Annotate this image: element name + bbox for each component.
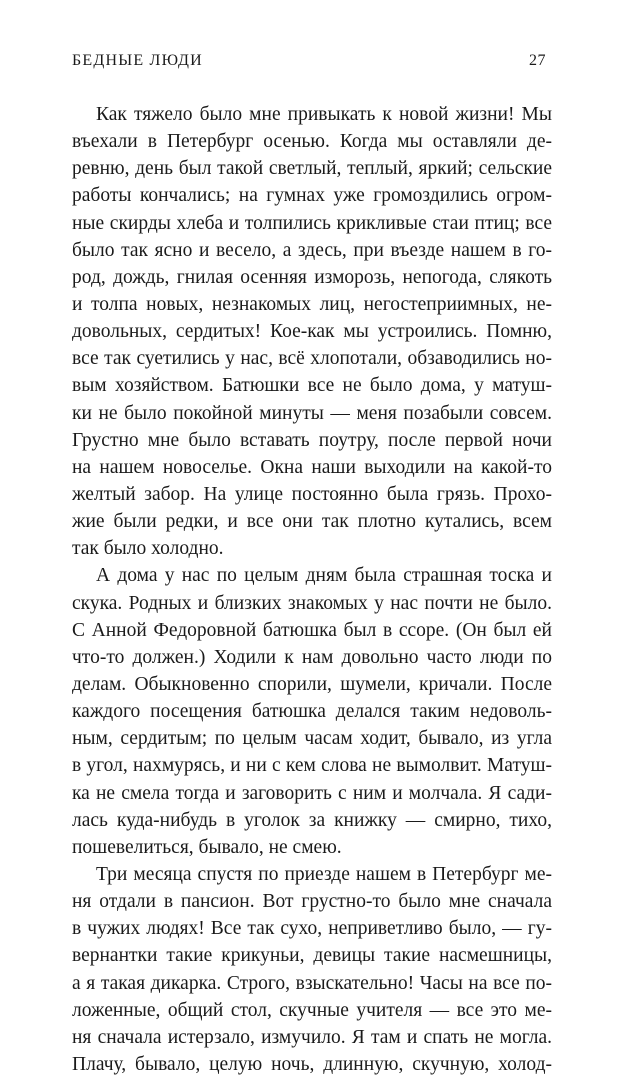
- text-line: ка не смела тогда и заговорить с ним и молчала. Я сади-: [72, 782, 552, 804]
- text-line: А дома у нас по целым дням была страшная тоска и: [96, 565, 552, 587]
- text-line: Как тяжело было мне привыкать к новой жизни! Мы: [96, 104, 552, 125]
- text-line: было так ясно и весело, а здесь, при въезде нашем в го-: [72, 239, 552, 261]
- text-line: работы кончались; на гумнах уже громоздились огром-: [72, 185, 552, 207]
- text-line: ня сначала истерзало, измучило. Я там и спать не могла.: [72, 1026, 552, 1048]
- text-line: ня отдали в пансион. Вот грустно-то было мне сначала: [72, 891, 552, 913]
- text-line: все так суетились у нас, всё хлопотали, обзаводились но-: [72, 348, 552, 370]
- text-line: на нашем новоселье. Окна наши выходили на какой-то: [72, 456, 552, 478]
- text-line: что-то должен.) Ходили к нам довольно часто люди по: [72, 646, 552, 668]
- text-line: жие были редки, и все они так плотно кутались, всем: [72, 511, 552, 533]
- text-line: и толпа новых, незнакомых лиц, негостеприимных, не-: [72, 293, 552, 315]
- running-title: БЕДНЫЕ ЛЮДИ: [72, 52, 203, 69]
- text-line: пошевелиться, бывало, не смею.: [72, 836, 342, 858]
- text-line: вернантки такие крикуньи, девицы такие насмешницы,: [72, 945, 552, 967]
- text-line: ложенные, общий стол, скучные учителя — все это ме-: [72, 999, 552, 1021]
- text-line: лась куда-нибудь в уголок за книжку — смирно, тихо,: [72, 809, 552, 831]
- text-line: в угол, нахмурясь, и ни с кем слова не вымолвит. Матуш-: [72, 755, 552, 777]
- running-header: [72, 52, 546, 76]
- text-line: Грустно мне было вставать поутру, после первой ночи: [72, 429, 552, 451]
- text-line: ные скирды хлеба и толпились крикливые стаи птиц; все: [72, 212, 552, 234]
- page-number: 27: [529, 52, 546, 69]
- text-line: желтый забор. На улице постоянно была грязь. Прохо-: [72, 483, 552, 505]
- text-line: Три месяца спустя по приезде нашем в Петербург ме-: [96, 863, 552, 885]
- text-line: ревню, день был такой светлый, теплый, яркий; сельские: [72, 158, 552, 180]
- text-line: а я такая дикарка. Строго, взыскательно! Часы на все по-: [72, 972, 552, 994]
- body-text: [72, 101, 552, 1078]
- text-line: въехали в Петербург осенью. Когда мы оставляли де-: [72, 131, 552, 153]
- text-line: каждого посещения батюшка делался таким недоволь-: [72, 701, 552, 723]
- text-line: делам. Обыкновенно спорили, шумели, кричали. После: [72, 673, 552, 695]
- text-line: так было холодно.: [72, 538, 224, 560]
- text-line: ки не было покойной минуты — меня позабыли совсем.: [72, 402, 552, 424]
- text-line: С Анной Федоровной батюшка был в ссоре. (Он был ей: [72, 619, 552, 641]
- text-line: Плачу, бывало, целую ночь, длинную, скучную, холод-: [72, 1053, 552, 1075]
- text-line: род, дождь, гнилая осенняя изморозь, непогода, слякоть: [72, 266, 552, 288]
- text-line: ным, сердитым; по целым часам ходит, бывало, из угла: [72, 728, 552, 750]
- text-line: скука. Родных и близких знакомых у нас почти не было.: [72, 592, 552, 614]
- text-line: вым хозяйством. Батюшки все не было дома, у матуш-: [72, 375, 552, 397]
- text-line: довольных, сердитых! Кое-как мы устроились. Помню,: [72, 321, 552, 343]
- text-line: в чужих людях! Все так сухо, неприветливо было, — гу-: [72, 918, 552, 940]
